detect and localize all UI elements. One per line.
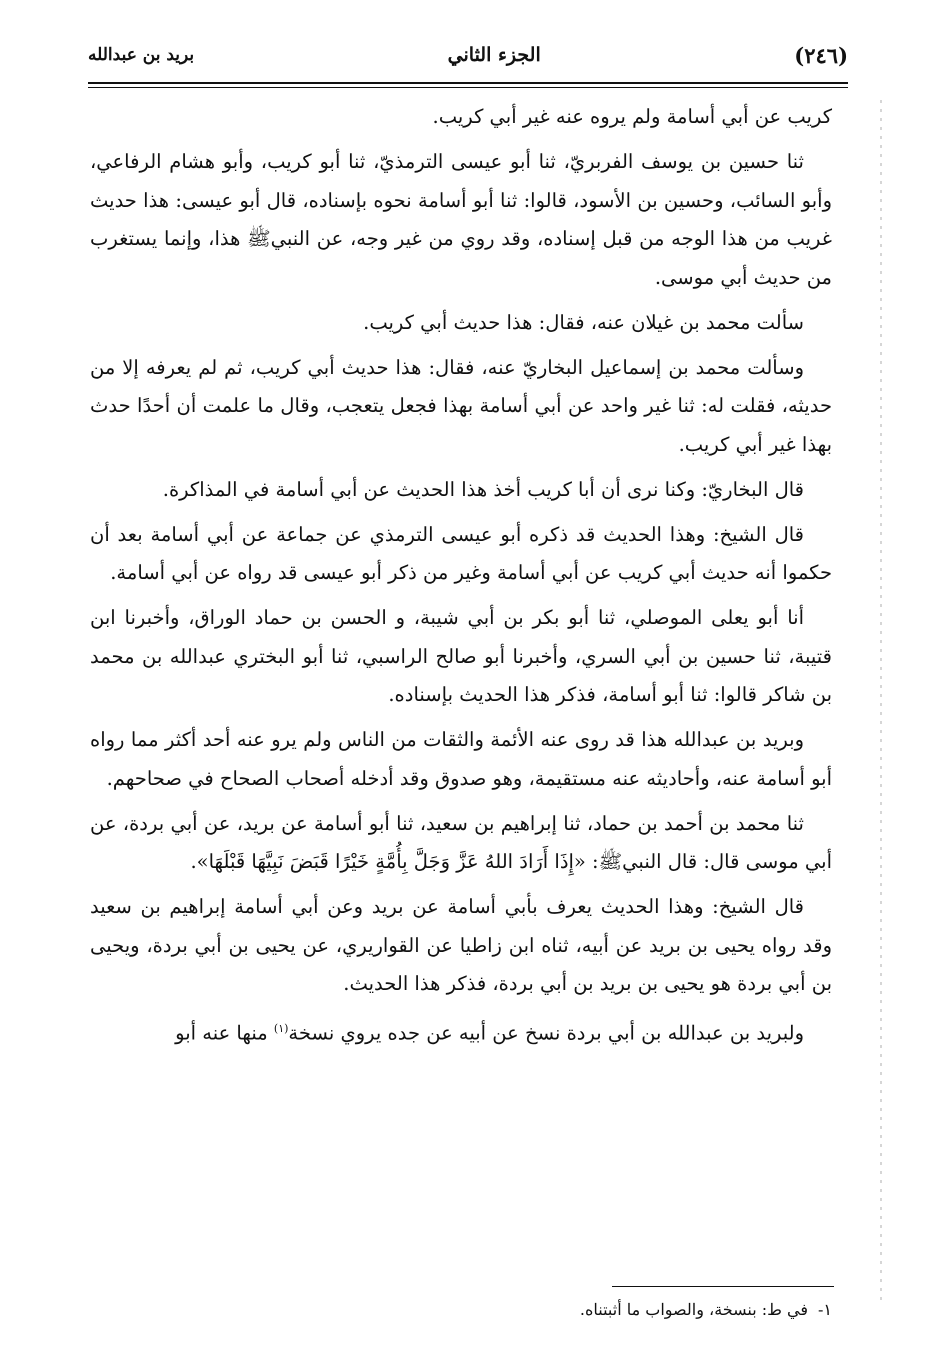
paragraph-text: ولبريد بن عبدالله بن أبي بردة نسخ عن أبيه عن جده يروي نسخة xyxy=(288,1021,804,1045)
footnote-number: ١- xyxy=(818,1300,832,1319)
footnote-rule xyxy=(612,1286,834,1287)
running-title: الجزء الثاني xyxy=(447,44,541,66)
paragraph: ثنا محمد بن أحمد بن حماد، ثنا إبراهيم بن سعيد، ثنا أبو أسامة عن بريد، عن أبي بردة، عن أبي موسى قال: قال النبيﷺ: «إِذَا أَرَادَ اللهُ عَزَّ وَجَلَّ بِأُمَّةٍ خَيْرًا قَبَضَ نَبِيَّهَا قَبْلَهَا». xyxy=(90,811,832,873)
paragraph: كريب عن أبي أسامة ولم يروه عنه غير أبي كريب. xyxy=(432,105,832,128)
body-text xyxy=(90,98,832,1060)
scan-artifact xyxy=(880,100,882,1300)
paragraph-last xyxy=(90,1010,832,1053)
paragraph: أنا أبو يعلى الموصلي، ثنا أبو بكر بن أبي شيبة، و الحسن بن حماد الوراق، وأخبرنا ابن قتيبة، ثنا حسين بن أبي السري، وأخبرنا أبو صالح الراسبي، ثنا أبو البختري عبدالله بن محمد بن شاكر قالوا: ثنا أبو أسامة، فذكر هذا الحديث بإسناده. xyxy=(90,606,832,706)
header-rule xyxy=(88,82,848,88)
paragraph: سألت محمد بن غيلان عنه، فقال: هذا حديث أبي كريب. xyxy=(363,310,804,334)
footnote-reference: (١) xyxy=(273,1022,289,1035)
running-author: بريد بن عبدالله xyxy=(88,45,195,65)
footnote-text: في ط: بنسخة، والصواب ما أثبتناه. xyxy=(579,1300,808,1319)
page-header xyxy=(88,30,848,80)
paragraph: قال الشيخ: وهذا الحديث يعرف بأبي أسامة عن بريد وعن أبي أسامة إبراهيم بن سعيد وقد رواه يحيى بن بريد عن أبيه، ثناه ابن زاطيا عن القواريري، عن يحيى بن أبي بردة، ويحيى بن أبي بردة هو يحيى بن بريد بن أبي بردة، فذكر هذا الحديث. xyxy=(90,895,832,995)
paragraph: قال البخاريّ: وكنا نرى أن أبا كريب أخذ هذا الحديث عن أبي أسامة في المذاكرة. xyxy=(162,477,804,501)
paragraph: قال الشيخ: وهذا الحديث قد ذكره أبو عيسى الترمذي عن جماعة عن أبي أسامة بعد أن حكموا أنه حديث أبي كريب عن أبي أسامة وغير من ذكر أبو عيسى قد رواه عن أبي أسامة. xyxy=(90,522,832,584)
paragraph: وبريد بن عبدالله هذا قد روى عنه الأئمة والثقات من الناس ولم يرو عنه أحد أكثر مما رواه أبو أسامة عنه، وأحاديثه عنه مستقيمة، وهو صدوق وقد أدخله أصحاب الصحاح في صحاحهم. xyxy=(90,728,832,790)
paragraph: وسألت محمد بن إسماعيل البخاريّ عنه، فقال: هذا حديث أبي كريب، ثم لم يعرفه إلا من حديثه، فقلت له: ثنا غير واحد عن أبي أسامة بهذا فجعل يتعجب، وقال ما علمت أن أحدًا حدث بهذا غير أبي كريب. xyxy=(90,355,832,456)
page-number: (٢٤٦) xyxy=(794,42,848,68)
footnote xyxy=(90,1296,832,1324)
paragraph-text: منها عنه أبو xyxy=(175,1021,274,1045)
paragraph: ثنا حسين بن يوسف الفربريّ، ثنا أبو عيسى الترمذيّ، ثنا أبو كريب، وأبو هشام الرفاعي، وأبو السائب، وحسين بن الأسود، قالوا: ثنا أبو أسامة نحوه بإسناده، قال أبو عيسى: هذا حديث غريب من هذا الوجه من قبل إسناده، وقد روي من غير وجه، عن النبيﷺ هذا، وإنما يستغرب من حديث أبي موسى. xyxy=(90,150,832,289)
footnotes xyxy=(90,1296,832,1324)
